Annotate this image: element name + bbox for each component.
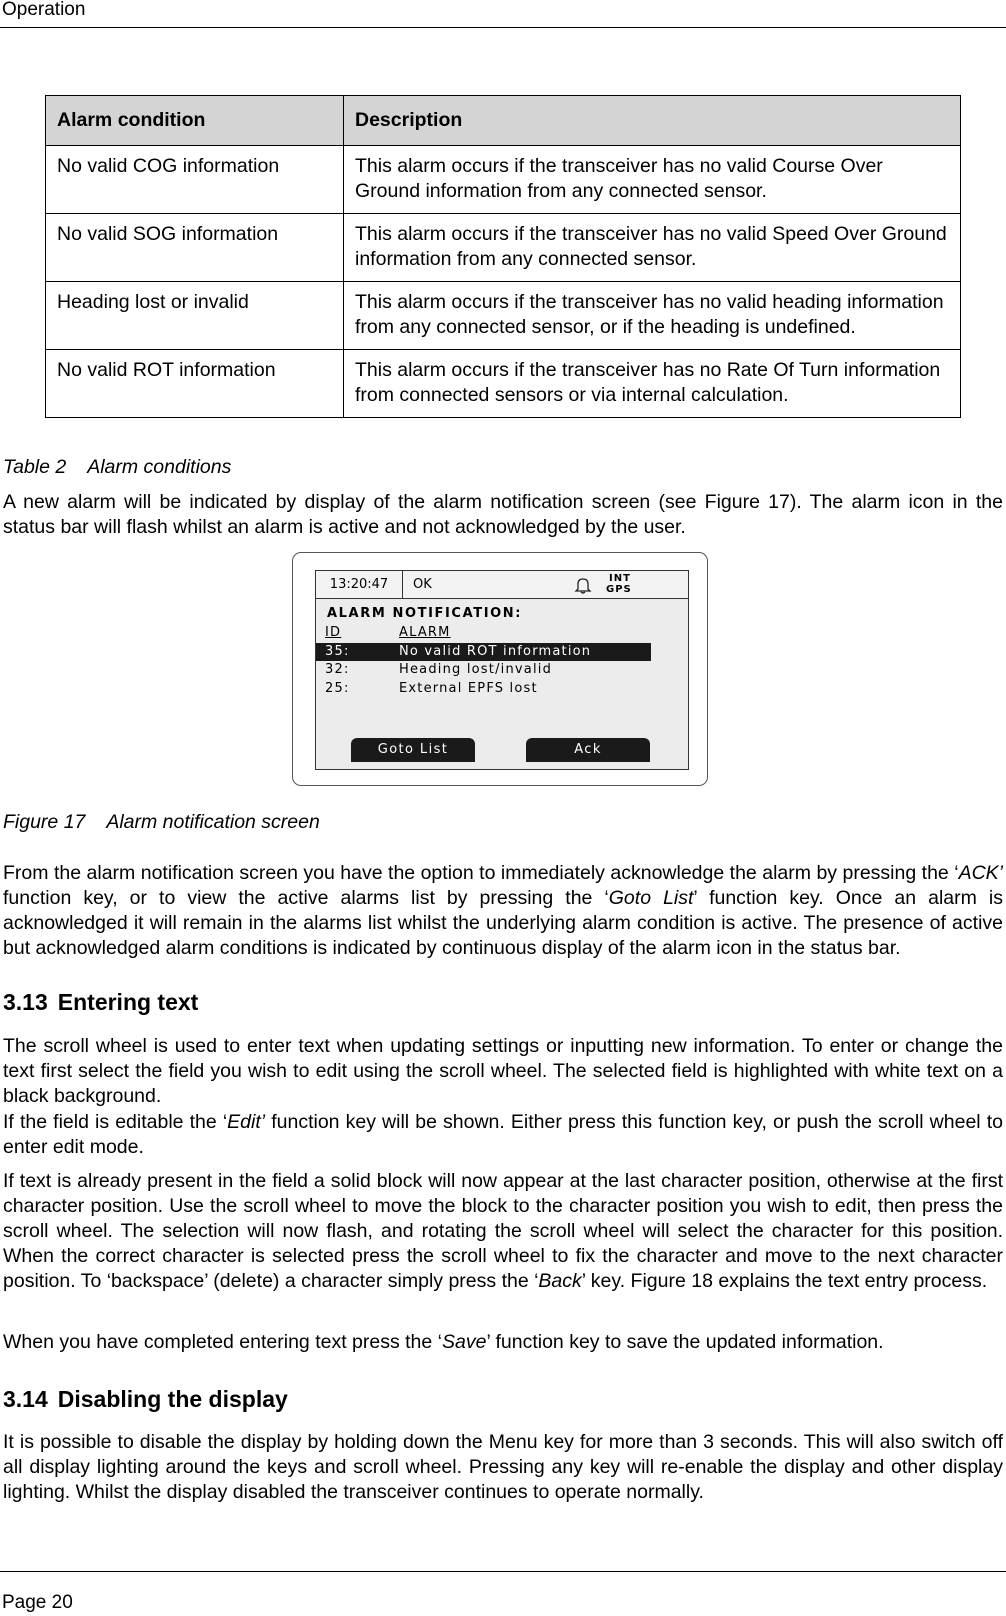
table-row <box>46 282 961 350</box>
section-title: Entering text <box>57 989 199 1015</box>
status-bar <box>316 571 688 599</box>
goto-list-button[interactable]: Goto List <box>351 738 475 762</box>
gps-indicator: GPS <box>606 584 632 595</box>
entering-text-paragraph-2: If the field is editable the ‘Edit’ function key will be shown. Either press this function key, or push the scroll wheel to enter edit mode. <box>3 1111 1003 1158</box>
description-cell: This alarm occurs if the transceiver has no valid Speed Over Ground information from any connected sensor. <box>344 214 961 282</box>
table-header-row <box>46 96 961 146</box>
goto-list-key-name: Goto List <box>608 887 694 909</box>
bell-icon <box>574 576 592 594</box>
alarm-id: 35: <box>325 644 350 659</box>
section-name: Operation <box>2 0 86 20</box>
disabling-display-paragraph: It is possible to disable the display by holding down the Menu key for more than 3 seconds. This will also switch off all display lighting around the keys and scroll wheel. Pressing any key will re-enable the display and other display lighting. Whilst the display disabled the transceiver continues to operate normally. <box>3 1431 1003 1503</box>
alarm-list-item[interactable] <box>316 661 651 679</box>
section-number: 3.13 <box>3 989 48 1015</box>
alarm-text: No valid ROT information <box>399 644 592 659</box>
back-key-name: Back <box>538 1270 582 1292</box>
alarm-list-item-selected[interactable] <box>316 643 651 661</box>
id-column-label: ID <box>325 625 342 640</box>
alarm-list-item[interactable] <box>316 680 651 698</box>
alarm-id: 32: <box>325 662 350 677</box>
entering-text-paragraph-1: The scroll wheel is used to enter text when updating settings or inputting new information. To enter or change the text first select the field you wish to edit using the scroll wheel. The selected field is highlighted with white text on a black background. <box>3 1035 1003 1107</box>
column-header-alarm-condition: Alarm condition <box>46 96 344 146</box>
entering-text-paragraph-4: When you have completed entering text press the ‘Save’ function key to save the updated information. <box>3 1331 884 1353</box>
alarm-list-header <box>316 624 651 642</box>
ack-key-name: ACK’ <box>958 862 1003 884</box>
table-caption: Table 2 Alarm conditions <box>3 456 232 478</box>
alarm-notification-figure <box>292 552 708 786</box>
alarm-condition-cell: No valid SOG information <box>46 214 344 282</box>
ack-button[interactable]: Ack <box>526 738 650 762</box>
acknowledge-paragraph: From the alarm notification screen you have the option to immediately acknowledge the alarm by pressing the ‘ACK’ function key, or to view the active alarms list by pressing the ‘Goto List’ function key. Once an alarm is acknowledged it will remain in the alarms list whilst the underlying alarm condition is active. The presence of active but acknowledged alarm conditions is indicated by continuous display of the alarm icon in the status bar. <box>3 862 1003 959</box>
notification-title: ALARM NOTIFICATION: <box>327 606 523 621</box>
alarm-text: Heading lost/invalid <box>399 662 553 677</box>
description-cell: This alarm occurs if the transceiver has no valid Course Over Ground information from any connected sensor. <box>344 146 961 214</box>
page-number: Page 20 <box>2 1592 73 1613</box>
section-heading-3-14 <box>3 1386 288 1413</box>
status-text: OK <box>413 577 432 592</box>
table-row <box>46 350 961 418</box>
alarm-condition-cell: Heading lost or invalid <box>46 282 344 350</box>
alarm-conditions-table <box>45 95 961 418</box>
edit-key-name: Edit’ <box>227 1111 266 1133</box>
save-key-name: Save <box>442 1331 487 1353</box>
table-row <box>46 214 961 282</box>
description-cell: This alarm occurs if the transceiver has no Rate Of Turn information from connected sensors or via internal calculation. <box>344 350 961 418</box>
alarm-intro-paragraph: A new alarm will be indicated by display of the alarm notification screen (see Figure 17). The alarm icon in the status bar will flash whilst an alarm is active and not acknowledged by the user. <box>3 491 1003 538</box>
device-screen <box>315 570 689 770</box>
entering-text-paragraph-3: If text is already present in the field a solid block will now appear at the last character position, otherwise at the first character position. Use the scroll wheel to move the block to the character position you wish to edit, then press the scroll wheel. The selection will now flash, and rotating the scroll wheel will select the character for this position. When the correct character is selected press the scroll wheel to fix the character and move to the next character position. To ‘backspace’ (delete) a character simply press the ‘Back’ key. Figure 18 explains the text entry process. <box>3 1170 1003 1292</box>
description-cell: This alarm occurs if the transceiver has no valid heading information from any connected sensor, or if the heading is undefined. <box>344 282 961 350</box>
int-indicator: INT <box>609 573 631 584</box>
section-heading-3-13 <box>3 989 198 1016</box>
table-row <box>46 146 961 214</box>
section-number: 3.14 <box>3 1386 48 1412</box>
page-header <box>0 0 1006 28</box>
alarm-column-label: ALARM <box>399 625 451 640</box>
figure-caption: Figure 17 Alarm notification screen <box>3 811 320 833</box>
column-header-description: Description <box>344 96 961 146</box>
alarm-id: 25: <box>325 681 350 696</box>
alarm-text: External EPFS lost <box>399 681 538 696</box>
alarm-condition-cell: No valid COG information <box>46 146 344 214</box>
page-footer <box>0 1571 1006 1613</box>
status-time: 13:20:47 <box>316 571 403 598</box>
section-title: Disabling the display <box>57 1386 288 1412</box>
alarm-condition-cell: No valid ROT information <box>46 350 344 418</box>
